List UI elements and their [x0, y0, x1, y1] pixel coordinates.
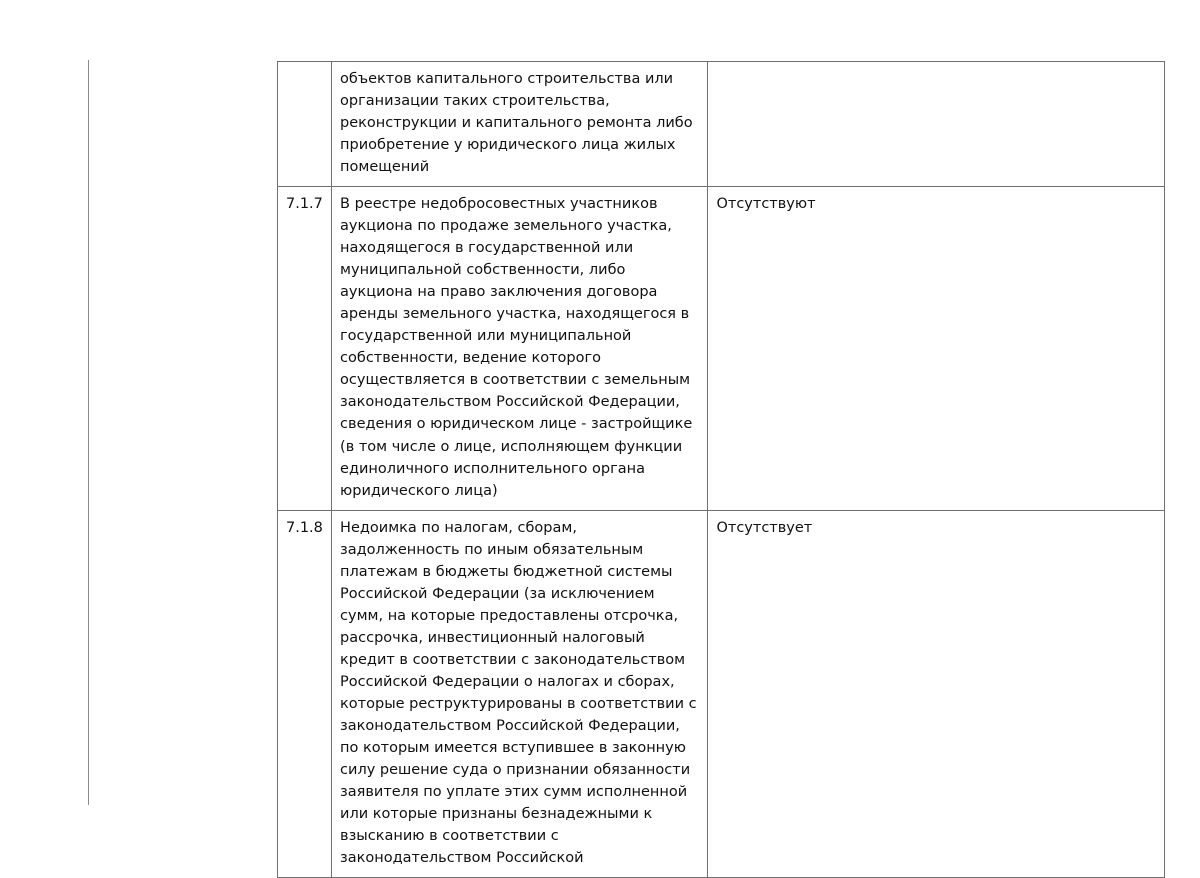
- row-value: [708, 62, 1165, 187]
- table-row: [278, 187, 1165, 510]
- row-number: 7.1.7: [278, 187, 332, 510]
- requirements-table: [277, 61, 1165, 878]
- table-row: [278, 62, 1165, 187]
- row-value: Отсутствуют: [708, 187, 1165, 510]
- row-description: объектов капитального строительства или организации таких строительства, реконструкции и капитального ремонта либо приобретение у юридического лица жилых помещений: [332, 62, 708, 187]
- row-number: [278, 62, 332, 187]
- left-margin-rule: [88, 60, 89, 805]
- row-description: В реестре недобросовестных участников аукциона по продаже земельного участка, находящегося в государственной или муниципальной собственности, либо аукциона на право заключения договора аренды земельного участка, находящегося в государственной или муниципальной собственности, ведение которого осуществляется в соответствии с земельным законодательством Российской Федерации, сведения о юридическом лице - застройщике (в том числе о лице, исполняющем функции единоличного исполнительного органа юридического лица): [332, 187, 708, 510]
- row-description: Недоимка по налогам, сборам, задолженность по иным обязательным платежам в бюджеты бюджетной системы Российской Федерации (за исключением сумм, на которые предоставлены отсрочка, рассрочка, инвестиционный налоговый кредит в соответствии с законодательством Российской Федерации о налогах и сборах, которые реструктурированы в соответствии с законодательством Российской Федерации, по которым имеется вступившее в законную силу решение суда о признании обязанности заявителя по уплате этих сумм исполненной или которые признаны безнадежными к взысканию в соответствии с законодательством Российской: [332, 510, 708, 878]
- row-value: Отсутствует: [708, 510, 1165, 878]
- table-row: [278, 510, 1165, 878]
- row-number: 7.1.8: [278, 510, 332, 878]
